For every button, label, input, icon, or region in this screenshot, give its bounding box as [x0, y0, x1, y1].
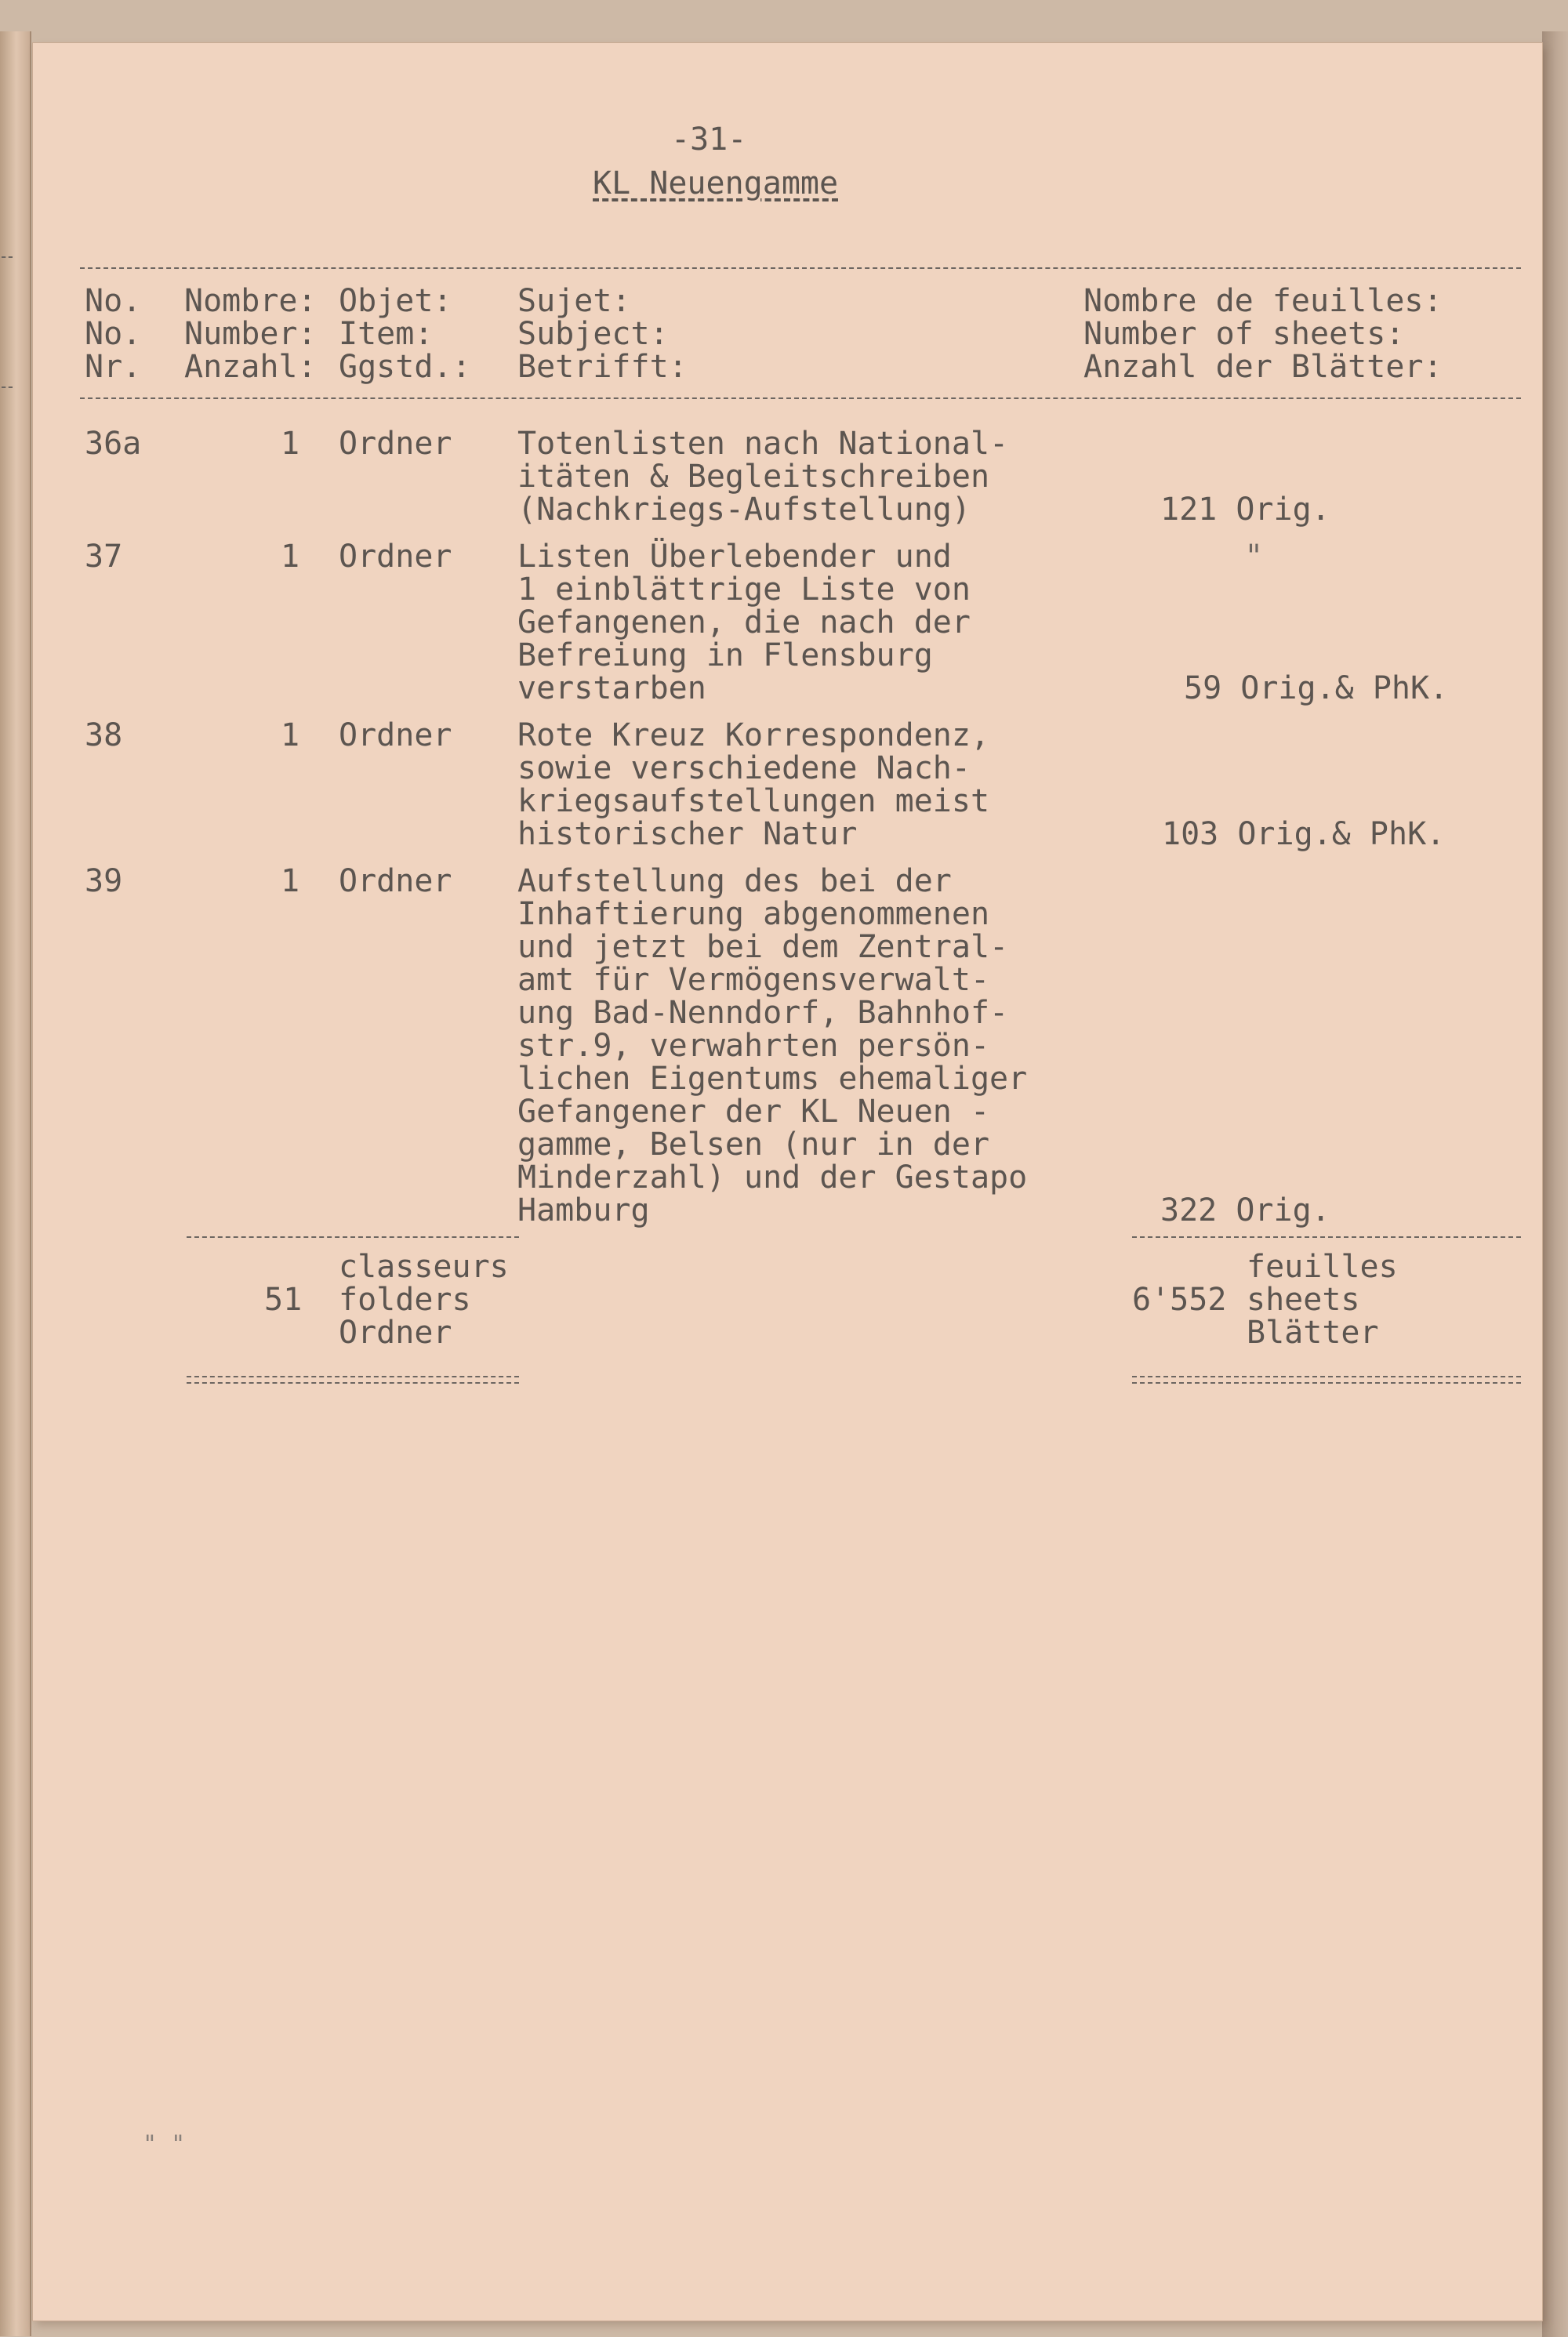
row-subject-line: historischer Natur: [517, 816, 858, 852]
row-sheets: 103 Orig.& PhK.: [1162, 816, 1446, 852]
row-subject-line: 1 einblättrige Liste von: [517, 572, 971, 608]
row-subject-line: lichen Eigentums ehemaliger: [517, 1061, 1028, 1097]
header-sheets-2: Number of sheets:: [1083, 316, 1405, 352]
totals-item-label: classeurs: [339, 1249, 509, 1285]
header-item-3: Ggstd.:: [339, 349, 471, 385]
header-count-2: Number:: [184, 316, 317, 352]
row-subject-line: kriegsaufstellungen meist: [517, 783, 990, 819]
header-count-1: Nombre:: [184, 283, 317, 319]
row-subject-line: Aufstellung des bei der: [517, 863, 952, 899]
document-page: [33, 43, 1542, 2321]
header-item-1: Objet:: [339, 283, 452, 319]
totals-item-label: Ordner: [339, 1315, 452, 1351]
row-subject-line: str.9, verwahrten persön-: [517, 1028, 990, 1064]
row-subject-line: Totenlisten nach National-: [517, 426, 1009, 462]
row-subject-line: Gefangenen, die nach der: [517, 604, 971, 640]
row-number: 37: [85, 539, 123, 575]
header-sheets-1: Nombre de feuilles:: [1083, 283, 1443, 319]
row-subject-line: Listen Überlebender und: [517, 539, 952, 575]
row-subject-line: und jetzt bei dem Zentral-: [517, 929, 1009, 965]
footer-mark: " ": [143, 2131, 186, 2158]
header-sheets-3: Anzahl der Blätter:: [1083, 349, 1443, 385]
totals-item-label: folders: [339, 1282, 471, 1318]
page-number: -31-: [671, 122, 747, 158]
row-subject-line: ung Bad-Nenndorf, Bahnhof-: [517, 995, 1009, 1031]
totals-sheets: 6'552: [1132, 1282, 1227, 1318]
totals-count-double-rule: [187, 1376, 519, 1384]
row-item: Ordner: [339, 717, 452, 753]
row-sheets: 121 Orig.: [1160, 492, 1330, 528]
row-item: Ordner: [339, 863, 452, 899]
page-title: KL Neuengamme: [593, 165, 839, 201]
margin-mark: [2, 256, 13, 258]
ditto-mark: ": [1247, 539, 1261, 575]
row-subject-line: gamme, Belsen (nur in der: [517, 1127, 990, 1163]
row-sheets: 322 Orig.: [1160, 1192, 1330, 1228]
row-item: Ordner: [339, 426, 452, 462]
header-subject-3: Betrifft:: [517, 349, 688, 385]
row-number: 36a: [85, 426, 142, 462]
row-count: 1: [281, 539, 300, 575]
row-item: Ordner: [339, 539, 452, 575]
row-subject-line: amt für Vermögensverwalt-: [517, 962, 990, 998]
header-top-rule: [80, 267, 1521, 269]
row-number: 39: [85, 863, 123, 899]
totals-sheet-label: sheets: [1247, 1282, 1360, 1318]
row-subject-line: verstarben: [517, 670, 706, 706]
row-subject-line: (Nachkriegs-Aufstellung): [517, 492, 971, 528]
previous-page-edge: [0, 31, 31, 2336]
row-subject-line: sowie verschiedene Nach-: [517, 750, 971, 786]
row-subject-line: Rote Kreuz Korrespondenz,: [517, 717, 990, 753]
row-count: 1: [281, 863, 300, 899]
totals-count-rule: [187, 1236, 519, 1238]
margin-mark: [2, 386, 13, 388]
header-subject-1: Sujet:: [517, 283, 631, 319]
row-subject-line: itäten & Begleitschreiben: [517, 459, 990, 495]
header-item-2: Item:: [339, 316, 434, 352]
header-no-2: No.: [85, 316, 142, 352]
row-sheets: 59 Orig.& PhK.: [1184, 670, 1449, 706]
totals-sheets-rule: [1132, 1236, 1521, 1238]
header-subject-2: Subject:: [517, 316, 669, 352]
totals-count: 51: [264, 1282, 303, 1318]
totals-sheet-label: feuilles: [1247, 1249, 1398, 1285]
header-no-3: Nr.: [85, 349, 142, 385]
row-number: 38: [85, 717, 123, 753]
header-count-3: Anzahl:: [184, 349, 317, 385]
header-no-1: No.: [85, 283, 142, 319]
totals-sheets-double-rule: [1132, 1376, 1521, 1384]
totals-sheet-label: Blätter: [1247, 1315, 1379, 1351]
header-bottom-rule: [80, 397, 1521, 399]
page-shadow: [1542, 31, 1568, 2337]
row-subject-line: Minderzahl) und der Gestapo: [517, 1159, 1028, 1196]
row-subject-line: Hamburg: [517, 1192, 650, 1228]
row-subject-line: Inhaftierung abgenommenen: [517, 896, 990, 932]
row-subject-line: Befreiung in Flensburg: [517, 637, 933, 673]
row-subject-line: Gefangener der KL Neuen -: [517, 1094, 990, 1130]
row-count: 1: [281, 717, 300, 753]
row-count: 1: [281, 426, 300, 462]
